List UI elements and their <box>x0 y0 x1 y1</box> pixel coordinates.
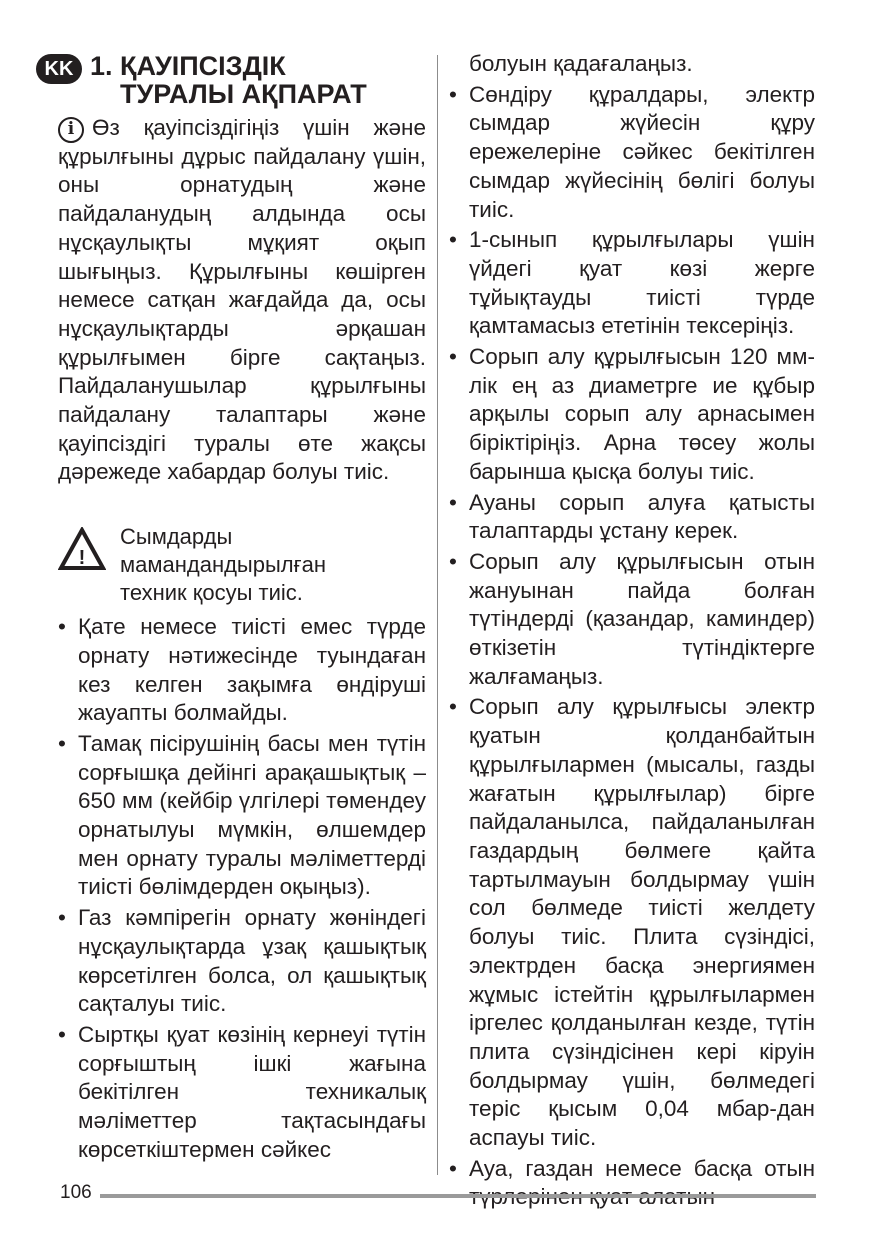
continued-text: болуын қадағалаңыз. <box>469 51 693 76</box>
right-column <box>449 50 815 1214</box>
info-icon: i <box>58 117 84 143</box>
intro-text: Өз қауіпсіздігіңіз үшін және құрылғыны дұрыс пайдалану үшін, оны орнатудың және пайдаланудың алдында осы нұсқаулықты мұқият оқып шығыңыз. Құрылғыны көшірген немесе сатқан жағдайда да, осы нұсқаулықтарды әрқашан құрылғымен бірге сақтаңыз. Пайдаланушылар құрылғыны пайдалану талаптары және қауіпсіздігі туралы өте жақсы дәрежеде хабардар болуы тиіс. <box>58 115 426 485</box>
warning-block <box>58 524 426 607</box>
list-item: • Газ кәмпірегін орнату жөніндегі нұсқаулықтарда ұзақ қашықтық көрсетілген болса, ол қашықтық сақталуы тиіс. <box>58 904 426 1019</box>
list-item: • Ауа, газдан немесе басқа отын <box>449 1155 815 1212</box>
warning-line3: техник қосуы тиіс. <box>120 580 303 606</box>
section-title-line1: ҚАУІПСІЗДІК <box>120 51 286 81</box>
list-item: • Қате немесе тиісті емес түрде орнату нәтижесінде туындаған кез келген зақымға өндіруші жауапты болмайды. <box>58 613 426 728</box>
list-item: • Сорып алу құрылғысын 120 мм-лік ең аз диаметрге ие құбыр арқылы сорып алу арнасымен біріктіріңіз. Арна төсеу жолы барынша қысқа болуы тиіс. <box>449 343 815 487</box>
left-bullet-list <box>58 613 426 1164</box>
right-bullet-list <box>449 81 815 1212</box>
left-column <box>44 51 426 1167</box>
list-item: • Ауаны сорып алуға қатысты талаптарды ұстану керек. <box>449 489 815 546</box>
warning-glyph: ! <box>78 547 86 570</box>
list-item: • Тамақ пісірушінің басы мен түтін сорғышқа дейінгі арақашықтық – 650 мм (кейбір үлгілері төмендеу орнатылуы мүмкін, өлшемдер мен орнату туралы мәліметтерді тиісті бөлімдерден оқыңыз). <box>58 730 426 902</box>
warning-triangle-icon <box>58 527 106 571</box>
section-number: 1. <box>90 51 113 81</box>
section-heading <box>44 51 426 112</box>
list-item: • Сорып алу құрылғысы электр қуатын қолданбайтын құрылғылармен (мысалы, газды жағатын құрылғылар) бірге пайдаланылса, пайдаланылған газдардың бөлмеге қайта тартылмауын болдырмау үшін сол бөлмеде тиісті желдету болуы тиіс. Плита сүзіндісі, электрден басқа энергиямен жұмыс істейтін құрылғылармен іргелес қолданылған кезде, түтін плита сүзіндісінен кері кіруін болдырмау үшін, бөлмедегі теріс қысым 0,04 мбар-дан аспауы тиіс. <box>449 693 815 1152</box>
warning-text <box>120 523 326 607</box>
intro-paragraph <box>58 114 426 487</box>
language-badge: KK <box>36 54 82 84</box>
warning-line1: Сымдарды <box>120 524 233 550</box>
list-item: • 1-сынып құрылғылары үшін үйдегі қуат көзі жерге тұйықтауды тиісті түрде қамтамасыз ететінін тексеріңіз. <box>449 226 815 341</box>
page-number: 106 <box>60 1182 92 1203</box>
section-title <box>90 52 367 108</box>
list-item: • Сорып алу құрылғысын отын жануынан пайда болған түтіндерді (қазандар, каминдер) өткізетін түтіндіктерге жалғамаңыз. <box>449 548 815 692</box>
section-title-line2: ТУРАЛЫ АҚПАРАТ <box>120 79 367 109</box>
warning-line2: мамандандырылған <box>120 552 327 578</box>
list-item: • Сөндіру құралдары, электр сымдар жүйесін құру ережелеріне сәйкес бекітілген сымдар жүйесінің бөлігі болуы тиіс. <box>449 81 815 225</box>
list-item: • Сыртқы қуат көзінің кернеуі түтін сорғыштың ішкі жағына бекітілген техникалық мәліметтер тақтасындағы көрсеткіштермен сәйкес <box>58 1021 426 1165</box>
column-divider <box>437 55 438 1175</box>
footer-rule <box>100 1194 816 1198</box>
